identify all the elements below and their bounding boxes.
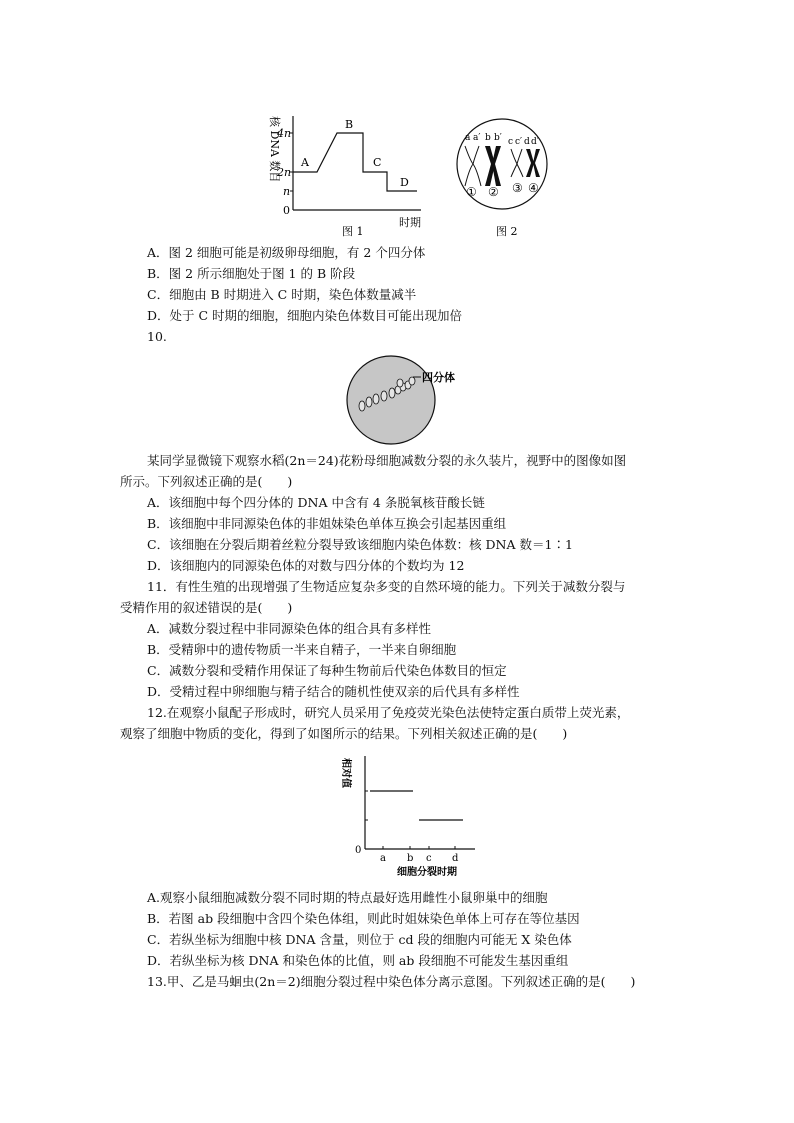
q12-option-d: D．若纵坐标为核 DNA 和染色体的比值，则 ab 段细胞不可能发生基因重组 — [147, 953, 569, 968]
q10-option-a: A．该细胞中每个四分体的 DNA 中含有 4 条脱氧核苷酸长链 — [147, 495, 485, 510]
q10-tetrad-figure — [345, 354, 485, 446]
fig2-label-b-prime: b′ — [494, 133, 502, 143]
fig1-tick-0: 0 — [283, 204, 290, 217]
q10-number: 10. — [147, 329, 167, 344]
fig2-label-d: d — [524, 137, 530, 147]
fig1-label-c: C — [373, 156, 382, 169]
q12-option-c: C．若纵坐标为细胞中核 DNA 含量，则位于 cd 段的细胞内可能无 X 染色体 — [147, 932, 572, 947]
q11-option-b: B．受精卵中的遗传物质一半来自精子，一半来自卵细胞 — [147, 642, 457, 657]
q12-stem-line2: 观察了细胞中物质的变化，得到了如图所示的结果。下列相关叙述正确的是( ) — [120, 726, 568, 741]
fig1-curve — [293, 133, 417, 191]
q13-stem: 13.甲、乙是马蛔虫(2n＝2)细胞分裂过程中染色体分离示意图。下列叙述正确的是( ) — [147, 974, 636, 989]
fig1-tick-4n: 4n — [277, 127, 292, 140]
q11-option-a: A．减数分裂过程中非同源染色体的组合具有多样性 — [147, 621, 432, 636]
fig2-caption: 图 2 — [496, 225, 518, 238]
q10-option-b: B．该细胞中非同源染色体的非姐妹染色单体互换会引起基因重组 — [147, 516, 507, 531]
fig2-label-c: c — [508, 137, 514, 147]
fig1-caption: 图 1 — [342, 225, 364, 238]
q11-stem-line2: 受精作用的叙述错误的是( ) — [120, 600, 293, 615]
fig1-ylabel: 核 DNA 数目 — [268, 116, 281, 183]
q11-option-c: C．减数分裂和受精作用保证了每种生物前后代染色体数目的恒定 — [147, 663, 507, 678]
figure-1-dna-graph — [255, 104, 430, 239]
q12-stem-line1: 12.在观察小鼠配子形成时，研究人员采用了免疫荧光染色法使特定蛋白质带上荧光素， — [147, 705, 630, 720]
q11-stem-line1: 11．有性生殖的出现增强了生物适应复杂多变的自然环境的能力。下列关于减数分裂与 — [147, 579, 626, 594]
q12-origin-label: 0 — [355, 845, 362, 856]
q10-stem-line2: 所示。下列叙述正确的是( ) — [120, 474, 293, 489]
fig1-tick-2n: 2n — [277, 166, 292, 179]
fig2-num-2: ② — [488, 185, 499, 199]
fig1-label-a: A — [301, 156, 309, 169]
fig2-label-d-prime: d′ — [531, 137, 539, 147]
fig2-label-a: a — [465, 133, 471, 143]
q12-x-tick-label: a — [380, 853, 386, 864]
q10-tetrad-label: 四分体 — [422, 371, 455, 384]
q10-stem-line1: 某同学显微镜下观察水稻(2n＝24)花粉母细胞减数分裂的永久装片，视野中的图像如图 — [147, 453, 627, 468]
q12-option-b: B．若图 ab 段细胞中含四个染色体组，则此时姐妹染色单体上可存在等位基因 — [147, 911, 580, 926]
fig2-label-c-prime: c′ — [515, 137, 523, 147]
fig2-label-b: b — [485, 133, 491, 143]
q12-x-tick-label: d — [452, 853, 459, 864]
fig2-num-3: ③ — [512, 181, 523, 195]
q9-option-c: C．细胞由 B 时期进入 C 时期，染色体数量减半 — [147, 287, 417, 302]
q12-option-a: A.观察小鼠细胞减数分裂不同时期的特点最好选用雌性小鼠卵巢中的细胞 — [147, 890, 548, 905]
fig1-label-b: B — [345, 118, 354, 131]
q9-option-b: B．图 2 所示细胞处于图 1 的 B 阶段 — [147, 266, 356, 281]
fig1-xlabel: 时期 — [399, 216, 421, 229]
q12-x-tick-label: c — [426, 853, 432, 864]
q10-option-d: D．该细胞内的同源染色体的对数与四分体的个数均为 12 — [147, 558, 465, 573]
q12-chart — [335, 748, 485, 878]
fig2-num-4: ④ — [528, 181, 539, 195]
q12-ylabel: 相对值 — [340, 758, 351, 788]
fig2-num-1: ① — [466, 185, 477, 199]
fig2-label-a-prime: a′ — [473, 133, 481, 143]
fig1-tick-n: n — [283, 185, 291, 198]
q9-option-a: A．图 2 细胞可能是初级卵母细胞，有 2 个四分体 — [147, 245, 426, 260]
figure-2-cell — [452, 114, 557, 238]
q11-option-d: D．受精过程中卵细胞与精子结合的随机性使双亲的后代具有多样性 — [147, 684, 520, 699]
q12-x-tick-label: b — [407, 853, 414, 864]
fig1-label-d: D — [400, 176, 409, 189]
q9-option-d: D．处于 C 时期的细胞，细胞内染色体数目可能出现加倍 — [147, 308, 463, 323]
q10-option-c: C．该细胞在分裂后期着丝粒分裂导致该细胞内染色体数：核 DNA 数＝1∶1 — [147, 537, 573, 552]
q12-xlabel: 细胞分裂时期 — [397, 867, 457, 878]
